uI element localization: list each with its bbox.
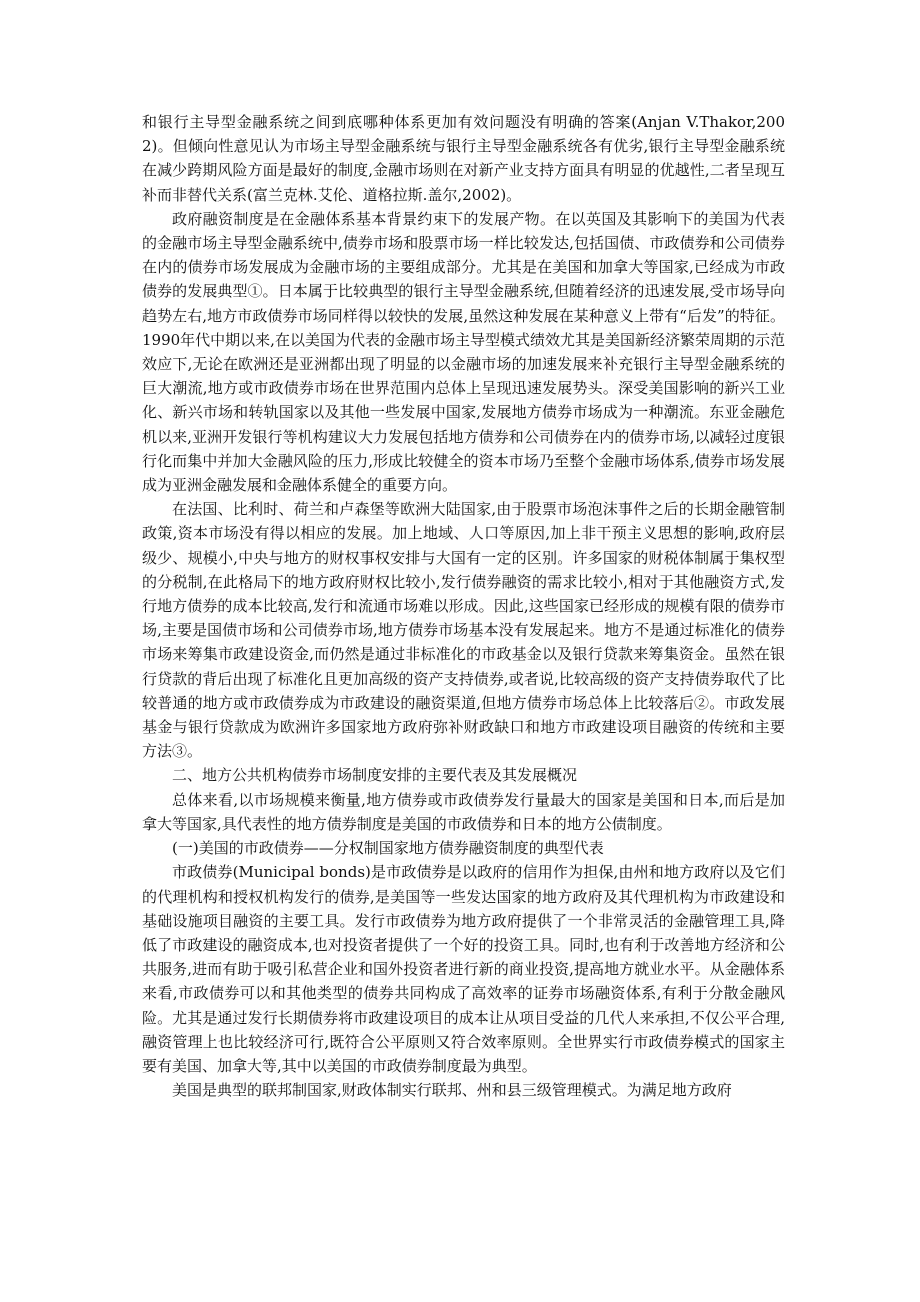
subsection-heading: (一)美国的市政债券——分权制国家地方债券融资制度的典型代表 — [172, 839, 604, 858]
paragraph: 在法国、比利时、荷兰和卢森堡等欧洲大陆国家,由于股票市场泡沫事件之后的长期金融管制政策,资本市场没有得以相应的发展。加上地域、人口等原因,加上非干预主义思想的影响,政府层级少、规模小,中央与地方的财权事权安排与大国有一定的区别。许多国家的财税体制属于集权型的分税制,在此格局下的地方政府财权比较小,发行债券融资的需求比较小,相对于其他融资方式,发行地方债券的成本比较高,发行和流通市场难以形成。因此,这些国家已经形成的规模有限的债券市场,主要是国债市场和公司债券市场,地方债券市场基本没有发展起来。地方不是通过标准化的债券市场来筹集市政建设资金,而仍然是通过非标准化的市政基金以及银行贷款来筹集资金。虽然在银行贷款的背后出现了标准化且更加高级的资产支持债券,或者说,比较高级的资产支持债券取代了比较普通的地方或市政债券成为市政建设的融资渠道,但地方债券市场总体上比较落后②。市政发展基金与银行贷款成为欧洲许多国家地方政府弥补财政缺口和地方市政建设项目融资的传统和主要方法③。 — [142, 500, 785, 761]
paragraph: 总体来看,以市场规模来衡量,地方债券或市政债券发行量最大的国家是美国和日本,而后是加拿大等国家,具代表性的地方债券制度是美国的市政债券和日本的地方公债制度。 — [142, 790, 785, 833]
section-heading: 二、地方公共机构债券市场制度安排的主要代表及其发展概况 — [172, 766, 578, 785]
paragraph: 市政债券(Municipal bonds)是市政债券是以政府的信用作为担保,由州和地方政府以及它们的代理机构和授权机构发行的债券,是美国等一些发达国家的地方政府及其代理机构为市政建设和基础设施项目融资的主要工具。发行市政债券为地方政府提供了一个非常灵活的金融管理工具,降低了市政建设的融资成本,也对投资者提供了一个好的投资工具。同时,也有利于改善地方经济和公共服务,进而有助于吸引私营企业和国外投资者进行新的商业投资,提高地方就业水平。从金融体系来看,市政债券可以和其他类型的债券共同构成了高效率的证券市场融资体系,有利于分散金融风险。尤其是通过发行长期债券将市政建设项目的成本让从项目受益的几代人来承担,不仅公平合理,融资管理上也比较经济可行,既符合公平原则又符合效率原则。全世界实行市政债券模式的国家主要有美国、加拿大等,其中以美国的市政债券制度最为典型。 — [142, 863, 785, 1075]
document-page — [142, 110, 785, 1102]
paragraph: 和银行主导型金融系统之间到底哪种体系更加有效问题没有明确的答案(Anjan V.Thakor,2002)。但倾向性意见认为市场主导型金融系统与银行主导型金融系统各有优劣,银行主导型金融系统在减少跨期风险方面是最好的制度,金融市场则在对新产业支持方面具有明显的优越性,二者呈现互补而非替代关系(富兰克林.艾伦、道格拉斯.盖尔,2002)。 — [142, 113, 785, 204]
paragraph: 美国是典型的联邦制国家,财政体制实行联邦、州和县三级管理模式。为满足地方政府 — [172, 1081, 732, 1100]
paragraph: 政府融资制度是在金融体系基本背景约束下的发展产物。在以英国及其影响下的美国为代表的金融市场主导型金融系统中,债券市场和股票市场一样比较发达,包括国债、市政债券和公司债券在内的债券市场发展成为金融市场的主要组成部分。尤其是在美国和加拿大等国家,已经成为市政债券的发展典型①。日本属于比较典型的银行主导型金融系统,但随着经济的迅速发展,受市场导向趋势左右,地方市政债券市场同样得以较快的发展,虽然这种发展在某种意义上带有“后发”的特征。1990年代中期以来,在以美国为代表的金融市场主导型模式绩效尤其是美国新经济繁荣周期的示范效应下,无论在欧洲还是亚洲都出现了明显的以金融市场的加速发展来补充银行主导型金融系统的巨大潮流,地方或市政债券市场在世界范围内总体上呈现迅速发展势头。深受美国影响的新兴工业化、新兴市场和转轨国家以及其他一些发展中国家,发展地方债券市场成为一种潮流。东亚金融危机以来,亚洲开发银行等机构建议大力发展包括地方债券和公司债券在内的债券市场,以减轻过度银行化而集中并加大金融风险的压力,形成比较健全的资本市场乃至整个金融市场体系,债券市场发展成为亚洲金融发展和金融体系健全的重要方向。 — [142, 209, 785, 495]
